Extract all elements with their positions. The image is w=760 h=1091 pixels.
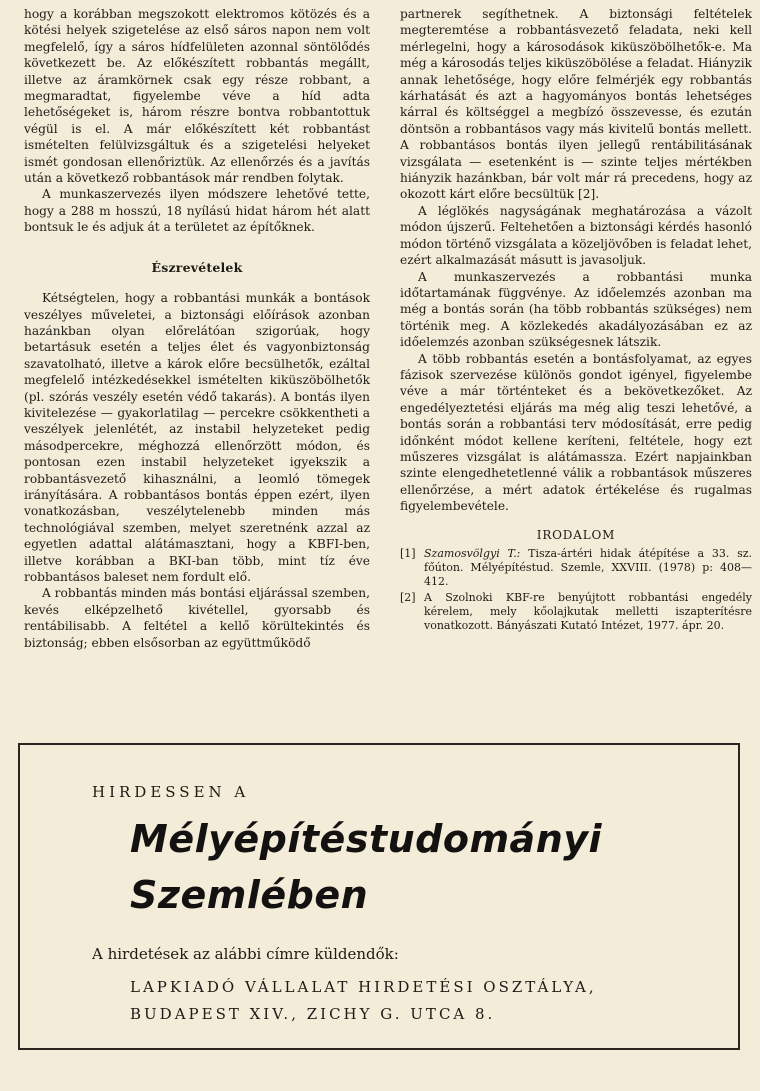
left-column xyxy=(24,6,370,651)
reference-number: [1] xyxy=(400,547,416,560)
advertisement-box xyxy=(18,743,740,1050)
right-column xyxy=(400,6,752,635)
left-paragraph-4: A robbantás minden más bontási eljárással szemben, kevés elképzelhető kivétellel, gyorsabb és rentábilisabb. A feltétel a kellő körültekintés és biztonság; ebben elsősorban az együttműködő xyxy=(24,586,370,650)
reference-item xyxy=(400,591,752,633)
section-heading: Észrevételek xyxy=(151,259,243,275)
reference-body: Tisza-ártéri hidak átépítése a 33. sz. főúton. Mélyépítéstud. Szemle, XXVIII. (1978) p: 408—412. xyxy=(424,547,753,588)
right-paragraph-4: A több robbantás esetén a bontásfolyamat, az egyes fázisok szervezése különös gondot igényel, figyelembe véve a már történteket és a bekövetkezőket. Az engedélyeztetési eljárás ma még alig teszi lehetővé, a bontás során a robbantási terv módosítását, erre pedig időnként módot kellene keríteni, feltétele, hogy ezt műszeres vizsgálat is alátámassza. Ezért napjainkban szinte elengedhetetlenné válik a robbantások műszeres ellenőrzése, a mért adatok értékelése és rugalmas figyelembevétele. xyxy=(400,351,752,514)
right-paragraph-3: A munkaszervezés a robbantási munka időtartamának függvénye. Az időelemzés azonban ma még a bontás során (ha több robbantás szükséges) nem történik meg. A közlekedés akadályozásában ez az időelemzés azonban szükségesnek látszik. xyxy=(400,269,752,350)
right-paragraph-1: partnerek segíthetnek. A biztonsági feltételek megteremtése a robbantásvezető feladata, neki kell mérlegelni, hogy a károsodások kiküszöbölhetők-e. Ma még a károsodás teljes kiküszöbölése a feladat. Hiányzik annak lehetősége, hogy előre felmérjék egy robbantás kárhatását és azt a hagyományos bontás lehetséges kárral és költséggel a megbízó összevesse, és ezután döntsön a robbantásos vagy más kivitelű bontás mellett. A robbantásos bontás ilyen jellegű rentábilitásának vizsgálata — esetenként is — szinte teljes mértékben hiányzik hazánkban, bár volt már rá precedens, hogy az okozott kárt előre becsültük [2]. xyxy=(400,7,752,202)
left-paragraph-2: A munkaszervezés ilyen módszere lehetővé tette, hogy a 288 m hosszú, 18 nyílású hidat három hét alatt bontsuk le és adjuk át a területet az építőknek. xyxy=(24,187,370,235)
ad-top-line: HIRDESSEN A xyxy=(92,783,250,801)
reference-author: Szamosvölgyi T.: xyxy=(424,547,521,560)
ad-intro: A hirdetések az alábbi címre küldendők: xyxy=(92,945,399,963)
ad-title-line-1: Mélyépítéstudományi xyxy=(130,817,603,861)
ad-title-line-2: Szemlében xyxy=(130,873,369,917)
left-paragraph-3: Kétségtelen, hogy a robbantási munkák a bontások veszélyes műveletei, a biztonsági előírások azonban hazánkban olyan előrelátóan szigorúak, hogy betartásuk esetén a teljes élet és vagyonbiztonság szavatolható, illetve a károk előre becsülhetők, ezáltal megfelelő intézkedésekkel ismételten kiküszöbölhetők (pl. szórás veszély esetén védő takarás). A bontás ilyen kivitelezése — gyakorlatilag — percekre csökkentheti a veszélyek jelenlétét, az instabil helyzeteket pedig másodpercekre, méghozzá ellenőrzött módon, és pontosan ezen instabil helyzeteket igyekszik a robbantásvezető kihasználni, a leomló tömegek irányítására. A robbantásos bontás éppen ezért, ilyen vonatkozásban, veszélytelenebb minden más technológiával szemben, melyet szeretnénk azzal az egyetlen adattal alátámasztani, hogy a KBFI-ben, illetve korábban a BKI-ban több, mint tíz éve robbantásos baleset nem fordult elő. xyxy=(24,291,370,584)
reference-text xyxy=(424,591,752,633)
right-paragraph-2: A léglökés nagyságának meghatározása a vázolt módon újszerű. Feltehetően a biztonsági kérdés hasonló módon történő vizsgálata a közeljövőben is feladat lehet, ezért alkalmazását másutt is javasoljuk. xyxy=(400,203,752,268)
reference-body: A Szolnoki KBF-re benyújtott robbantási engedély kérelem, mely kőolajkutak melletti iszapterítésre vonatkozott. Bányászati Kutató Intézet, 1977. ápr. 20. xyxy=(424,591,752,632)
ad-address-line-2: BUDAPEST XIV., ZICHY G. UTCA 8. xyxy=(130,1005,496,1023)
reference-number: [2] xyxy=(400,591,416,604)
reference-text xyxy=(424,547,752,589)
left-paragraph-1: hogy a korábban megszokott elektromos kötözés és a kötési helyek szigetelése az első sáros napon nem volt megfelelő, így a sáros hídfelületen azonnal söntölődés következett be. Az előkészített robbantás megállt, illetve az áramkörnek csak egy része robbant, a megmaradtat, figyelembe véve a híd adta lehetőségeket is, három részre bontva robbantottuk végül is el. A már előkészített két robbantást ismételten felülvizsgáltuk és a szigetelési helyeket ismét gondosan ellenőriztük. Az ellenőrzés és a javítás után a következő robbantások már rendben folytak. xyxy=(24,7,370,186)
references-heading: IRODALOM xyxy=(536,527,616,542)
reference-item xyxy=(400,547,752,589)
ad-address-line-1: LAPKIADÓ VÁLLALAT HIRDETÉSI OSZTÁLYA, xyxy=(130,978,597,996)
